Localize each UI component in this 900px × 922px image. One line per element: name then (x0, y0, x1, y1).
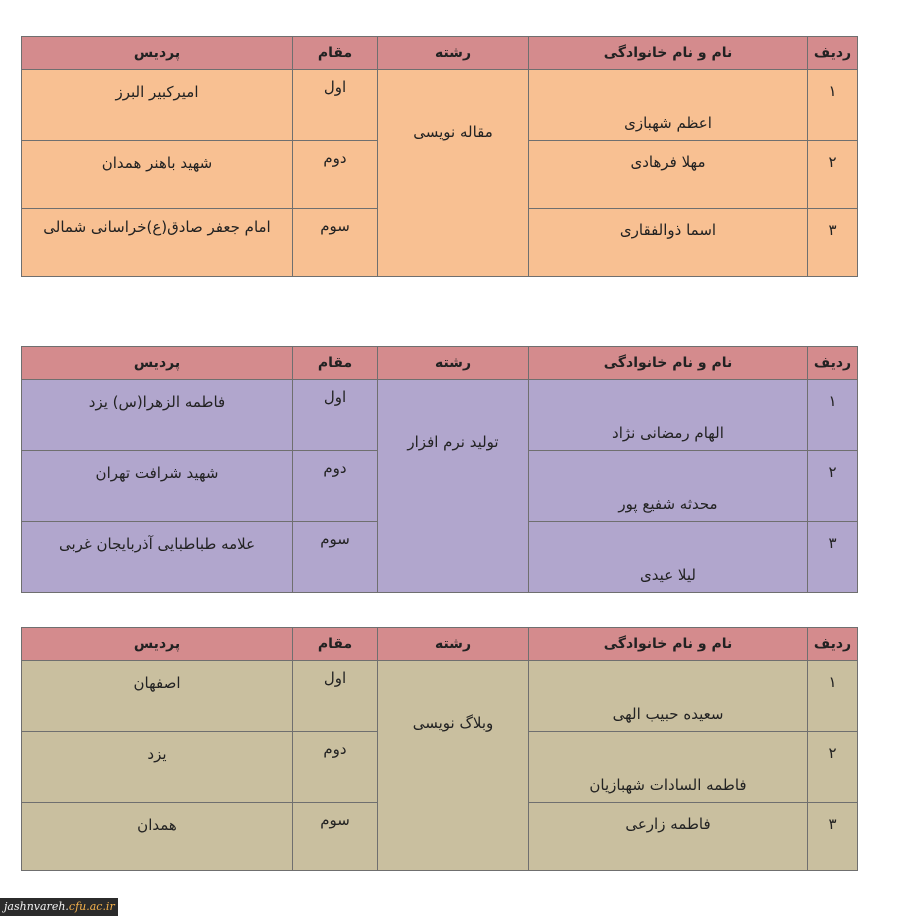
row-number: ۲ (808, 141, 858, 209)
table-header-row (22, 628, 858, 661)
full-name: الهام رمضانی نژاد (529, 380, 808, 451)
watermark-text: jashnvareh. (4, 900, 69, 913)
header-row-number: ردیف (808, 37, 858, 70)
table-header-row (22, 37, 858, 70)
header-row-number: ردیف (808, 347, 858, 380)
full-name: سعیده حبیب الهی (529, 661, 808, 732)
row-number: ۲ (808, 451, 858, 522)
header-campus: پردیس (22, 37, 293, 70)
campus-cell: اصفهان (22, 661, 293, 732)
field-cell: وبلاگ نویسی (378, 661, 529, 871)
full-name: لیلا عیدی (529, 522, 808, 593)
rank-cell: دوم (293, 732, 378, 803)
header-rank: مقام (293, 37, 378, 70)
full-name: فاطمه السادات شهبازیان (529, 732, 808, 803)
row-number: ۱ (808, 661, 858, 732)
campus-cell: همدان (22, 803, 293, 871)
rank-cell: سوم (293, 522, 378, 593)
rank-cell: دوم (293, 451, 378, 522)
row-number: ۱ (808, 380, 858, 451)
row-number: ۲ (808, 732, 858, 803)
full-name: فاطمه زارعی (529, 803, 808, 871)
row-number: ۳ (808, 522, 858, 593)
results-table-software-production (21, 346, 858, 593)
campus-cell: علامه طباطبایی آذربایجان غربی (22, 522, 293, 593)
site-watermark (0, 898, 118, 916)
results-table-article-writing (21, 36, 858, 277)
field-cell: مقاله نویسی (378, 70, 529, 277)
full-name: اعظم شهبازی (529, 70, 808, 141)
table-row (22, 380, 858, 451)
campus-cell: شهید شرافت تهران (22, 451, 293, 522)
header-full-name: نام و نام خانوادگی (529, 628, 808, 661)
header-field: رشته (378, 628, 529, 661)
campus-cell: شهید باهنر همدان (22, 141, 293, 209)
field-cell: تولید نرم افزار (378, 380, 529, 593)
campus-cell: امام جعفر صادق(ع)خراسانی شمالی (22, 209, 293, 277)
header-field: رشته (378, 347, 529, 380)
rank-cell: دوم (293, 141, 378, 209)
header-row-number: ردیف (808, 628, 858, 661)
full-name: مهلا فرهادی (529, 141, 808, 209)
row-number: ۱ (808, 70, 858, 141)
campus-cell: امیرکبیر البرز (22, 70, 293, 141)
rank-cell: اول (293, 70, 378, 141)
results-table-blog-writing (21, 627, 858, 871)
header-campus: پردیس (22, 628, 293, 661)
rank-cell: اول (293, 661, 378, 732)
header-rank: مقام (293, 347, 378, 380)
rank-cell: اول (293, 380, 378, 451)
header-full-name: نام و نام خانوادگی (529, 347, 808, 380)
campus-cell: یزد (22, 732, 293, 803)
full-name: محدثه شفیع پور (529, 451, 808, 522)
table-row (22, 70, 858, 141)
full-name: اسما ذوالفقاری (529, 209, 808, 277)
watermark-domain: cfu.ac.ir (68, 900, 115, 913)
row-number: ۳ (808, 209, 858, 277)
header-campus: پردیس (22, 347, 293, 380)
header-full-name: نام و نام خانوادگی (529, 37, 808, 70)
table-header-row (22, 347, 858, 380)
rank-cell: سوم (293, 803, 378, 871)
header-field: رشته (378, 37, 529, 70)
row-number: ۳ (808, 803, 858, 871)
campus-cell: فاطمه الزهرا(س) یزد (22, 380, 293, 451)
rank-cell: سوم (293, 209, 378, 277)
table-row (22, 661, 858, 732)
header-rank: مقام (293, 628, 378, 661)
